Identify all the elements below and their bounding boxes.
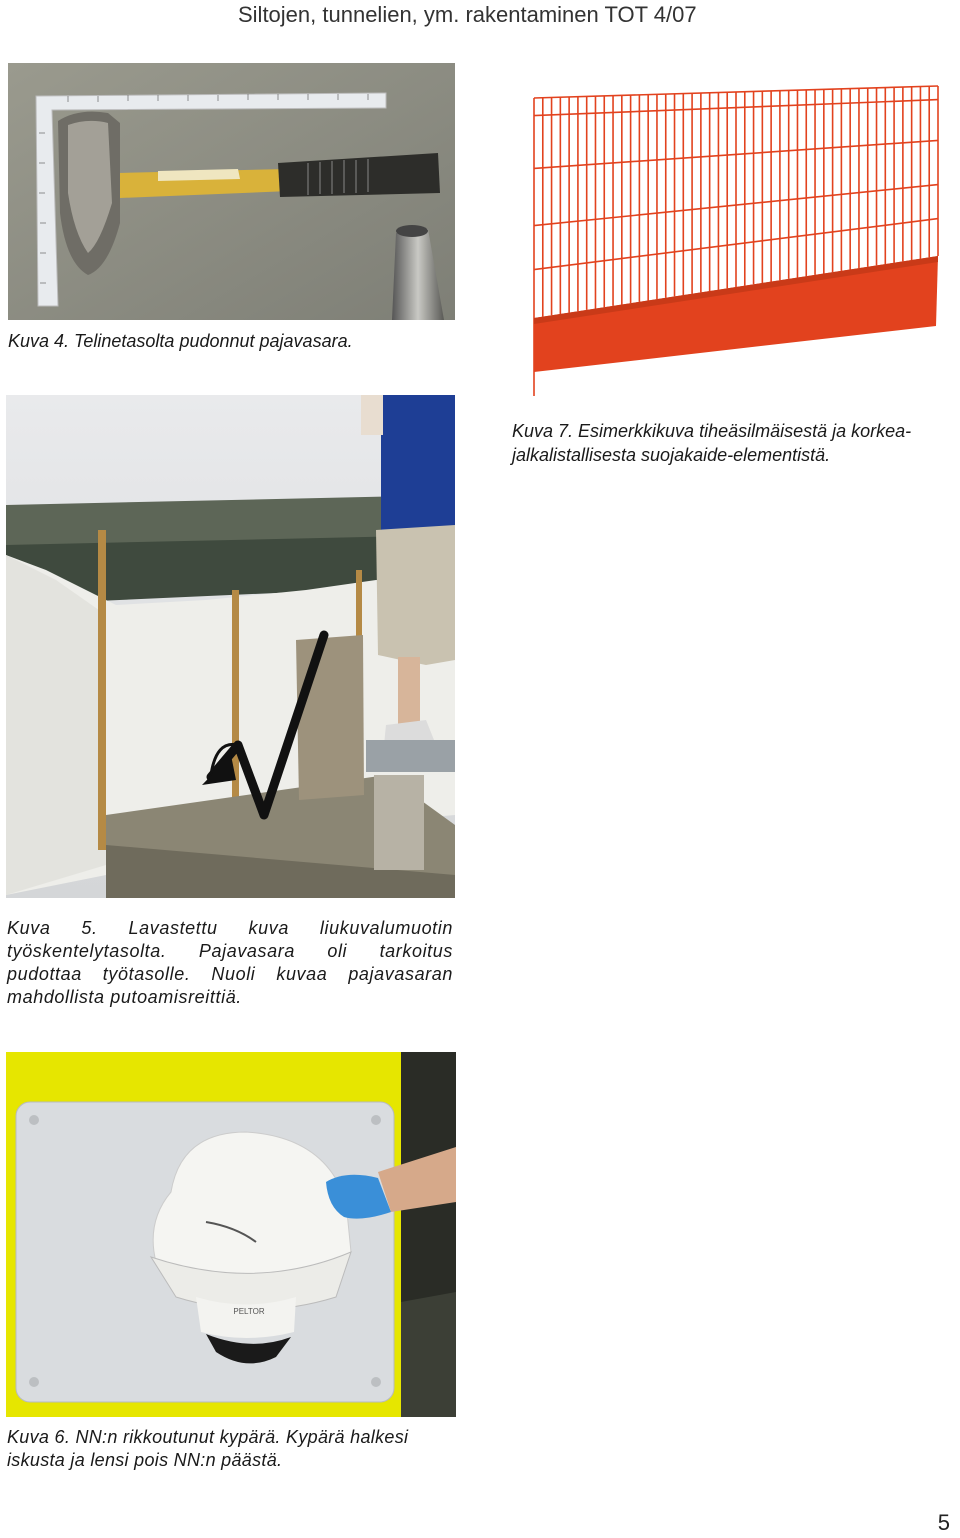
kuva7-caption-line1: Kuva 7. Esimerkkikuva tiheäsilmäisestä ja korkea- xyxy=(512,421,912,441)
page-number: 5 xyxy=(937,1510,950,1535)
page-header: Siltojen, tunnelien, ym. rakentaminen TOT 4/07 xyxy=(238,2,697,27)
kuva5-caption: Kuva 5. Lavastettu kuva liukuvalumuotin työskentelytasolta. Pajavasara oli tarkoitus pudottaa työtasolle. Nuoli kuvaa pajavasaran mahdollista putoamisreittiä. xyxy=(7,918,453,1007)
kuva6-caption-line2: iskusta ja lensi pois NN:n päästä. xyxy=(7,1450,283,1470)
kuva4-caption: Kuva 4. Telinetasolta pudonnut pajavasara. xyxy=(8,331,353,351)
kuva6-caption-line1: Kuva 6. NN:n rikkoutunut kypärä. Kypärä halkesi xyxy=(7,1427,409,1447)
helmet-brand-label: PELTOR xyxy=(233,1307,265,1316)
broken-helmet-photo xyxy=(6,1052,456,1417)
hammer-photo xyxy=(8,63,455,320)
work-platform-photo xyxy=(6,395,455,898)
kuva7-caption-line2: jalkalistallisesta suojakaide-elementistä. xyxy=(512,445,831,465)
guard-rail-photo xyxy=(520,78,952,398)
